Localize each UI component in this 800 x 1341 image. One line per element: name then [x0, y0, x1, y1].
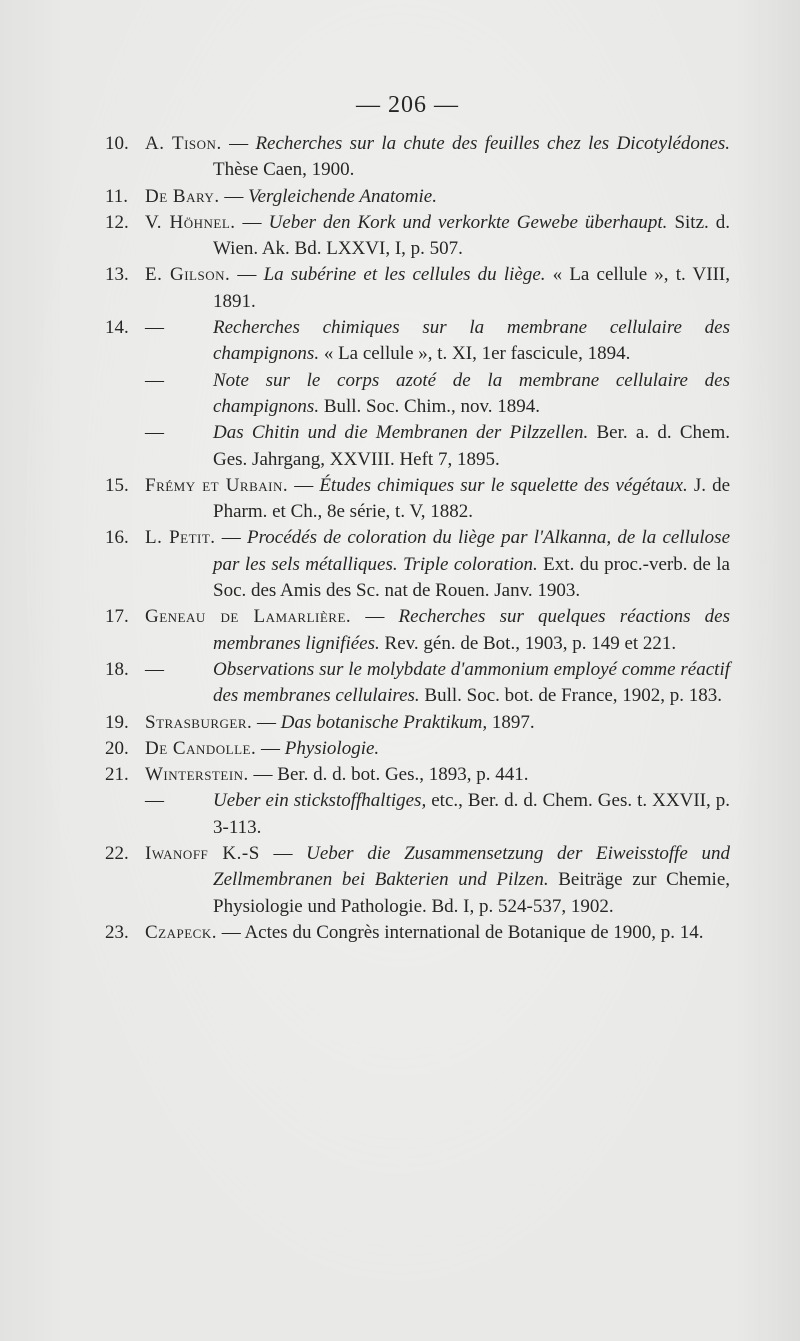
reference-details: Rev. gén. de Bot., 1903, p. 149 et 221. [379, 632, 677, 654]
reference-item [105, 420, 730, 473]
reference-details: Bull. Soc. Chim., nov. 1894. [319, 395, 541, 417]
reference-separator: — [235, 211, 269, 233]
reference-details: Thèse Caen, 1900. [213, 159, 355, 181]
reference-item [105, 762, 730, 788]
reference-number: 16. [105, 527, 129, 549]
reference-separator: — [252, 711, 281, 733]
reference-item [105, 736, 730, 762]
reference-item [105, 315, 730, 368]
reference-details: Actes du Congrès international de Botanique de 1900, p. 14. [244, 921, 704, 943]
reference-details: etc., Ber. d. d. Chem. Ges. t. XXVII, p. 3-113. [213, 790, 731, 838]
reference-number: 11. [105, 185, 129, 207]
reference-number: 21. [105, 764, 129, 786]
reference-author: Winterstein. [145, 764, 249, 786]
reference-separator: — [259, 843, 307, 865]
reference-ditto-dash: — [145, 790, 164, 812]
reference-separator: — [221, 133, 256, 154]
reference-number: 10. [105, 133, 129, 154]
reference-author: V. Höhnel. [145, 211, 236, 233]
reference-details: J. de Pharm. et Ch., 8e série, t. V, 1882. [213, 474, 731, 523]
reference-number: 12. [105, 211, 129, 233]
reference-separator: — [219, 185, 249, 207]
reference-author: L. Petit. [145, 527, 216, 549]
reference-item [105, 131, 730, 184]
reference-title: Das Chitin und die Membranen der Pilzzellen. [213, 422, 589, 444]
reference-author: Czapeck. [145, 921, 217, 943]
reference-number: 23. [105, 921, 129, 943]
reference-ditto-dash: — [145, 317, 164, 339]
reference-author: Geneau de Lamarlière. [145, 606, 352, 628]
reference-title: Ueber ein stickstoffhaltiges, [213, 790, 427, 812]
reference-details: Sitz. d. Wien. Ak. Bd. LXXVI, I, p. 507. [213, 211, 731, 260]
reference-details: « La cellule », t. XI, 1er fascicule, 1894. [319, 343, 631, 365]
reference-title: Ueber den Kork und verkorkte Gewebe überhaupt. [268, 211, 668, 233]
reference-details: 1897. [487, 711, 535, 733]
reference-author: E. Gilson. [145, 264, 231, 286]
reference-number: 14. [105, 317, 129, 339]
reference-details: Beiträge zur Chemie, Physiologie und Pathologie. Bd. I, p. 524-537, 1902. [213, 869, 730, 917]
reference-title: Ueber die Zusammensetzung der Eiweisstoffe und Zellmembranen bei Bakterien und Pilzen. [213, 843, 731, 891]
reference-separator: — [351, 606, 399, 628]
reference-item [105, 920, 730, 946]
reference-item [105, 657, 730, 710]
reference-details: Ext. du proc.-verb. de la Soc. des Amis des Sc. nat de Rouen. Janv. 1903. [213, 553, 730, 602]
reference-title: La subérine et les cellules du liège. [263, 264, 546, 286]
reference-number: 19. [105, 711, 129, 733]
reference-item [105, 210, 730, 263]
reference-number: 13. [105, 264, 129, 286]
reference-title: Études chimiques sur le squelette des végétaux. [319, 474, 688, 496]
reference-item [105, 525, 730, 604]
reference-item [105, 368, 730, 421]
reference-author: A. Tison. [145, 133, 222, 154]
reference-title: Vergleichende Anatomie. [248, 185, 437, 207]
reference-number: 18. [105, 658, 129, 680]
reference-number: 20. [105, 737, 129, 759]
reference-separator: — [215, 527, 247, 549]
reference-details: Ber. a. d. Chem. Ges. Jahrgang, XXVIII. Heft 7, 1895. [213, 422, 730, 470]
reference-number: 15. [105, 474, 129, 496]
reference-title: Physiologie. [284, 737, 380, 759]
reference-details: Ber. d. d. bot. Ges., 1893, p. 441. [277, 764, 529, 786]
reference-title: Recherches sur la chute des feuilles chez les Dicotylédones. [255, 133, 730, 154]
reference-item [105, 788, 730, 841]
reference-item [105, 262, 730, 315]
reference-item [105, 841, 730, 920]
reference-details: Bull. Soc. bot. de France, 1902, p. 183. [419, 685, 723, 707]
reference-title: Recherches sur quelques réactions des membranes lignifiées. [213, 606, 730, 654]
reference-separator: — [288, 474, 320, 496]
reference-separator: — [256, 737, 285, 759]
reference-ditto-dash: — [145, 369, 164, 391]
reference-separator: — [230, 264, 264, 286]
reference-item [105, 473, 730, 526]
reference-title: Das botanische Praktikum, [280, 711, 488, 733]
reference-title: Note sur le corps azoté de la membrane cellulaire des champignons. [213, 369, 730, 417]
reference-author: Frémy et Urbain. [145, 474, 289, 496]
reference-title: Recherches chimiques sur la membrane cellulaire des champignons. [213, 317, 730, 365]
reference-separator: — [216, 921, 245, 943]
reference-title: Observations sur le molybdate d'ammonium employé comme réactif des membranes cellulaires. [213, 658, 730, 707]
reference-item [105, 184, 730, 210]
reference-ditto-dash: — [145, 658, 164, 680]
reference-number: 17. [105, 606, 129, 628]
reference-author: De Bary. [145, 185, 220, 207]
reference-author: Strasburger. [145, 711, 253, 733]
reference-ditto-dash: — [145, 422, 164, 444]
reference-author: Iwanoff K.-S [145, 843, 260, 865]
reference-list [105, 131, 730, 946]
reference-author: De Candolle. [145, 737, 257, 759]
page-number: — 206 — [356, 92, 459, 118]
reference-item [105, 604, 730, 657]
reference-separator: — [248, 764, 278, 786]
reference-number: 22. [105, 843, 129, 865]
reference-title: Procédés de coloration du liège par l'Alkanna, de la cellulose par les sels métalliques. Triple coloration. [213, 527, 730, 575]
reference-details: « La cellule », t. VIII, 1891. [213, 264, 730, 312]
reference-item [105, 710, 730, 736]
